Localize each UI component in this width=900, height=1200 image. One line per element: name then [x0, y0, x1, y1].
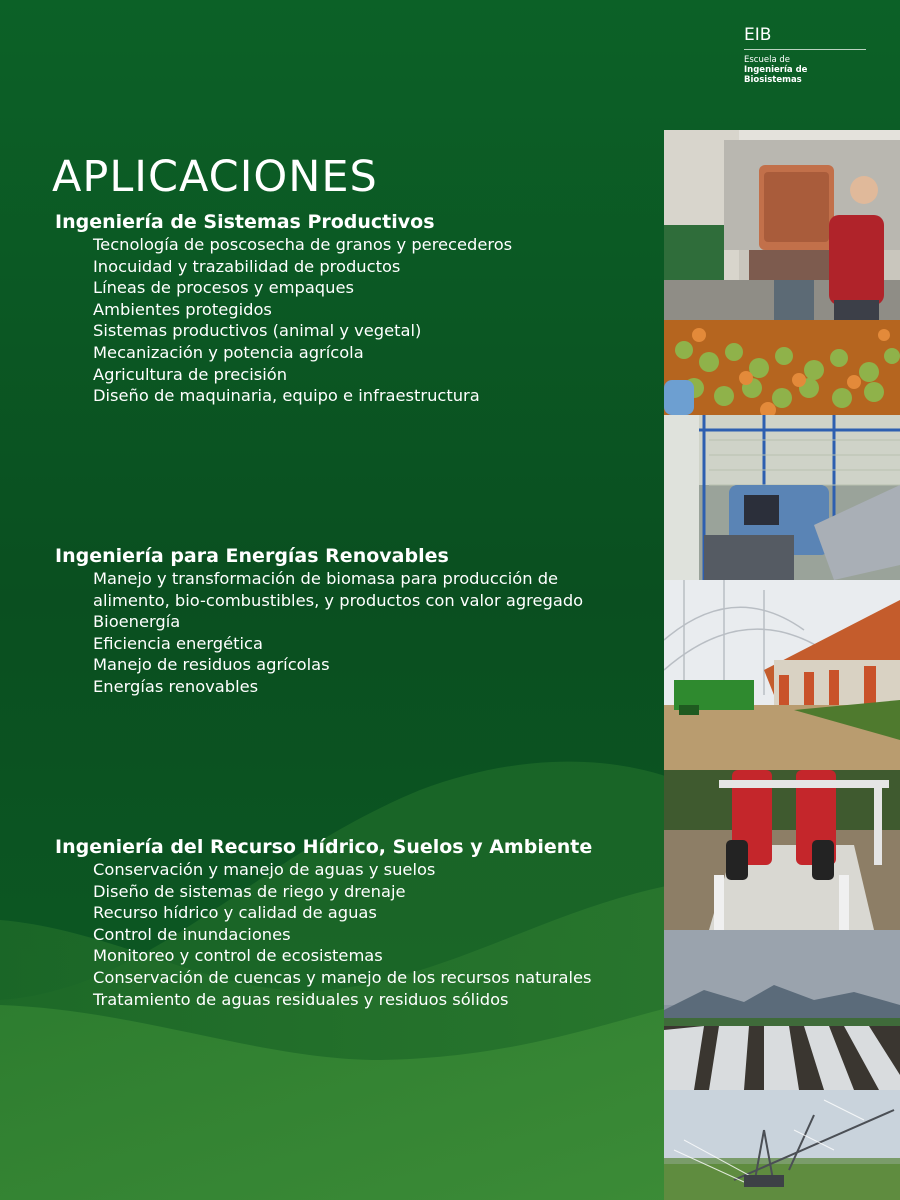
list-item: Conservación de cuencas y manejo de los recursos naturales [93, 967, 592, 987]
list-item: Sistemas productivos (animal y vegetal) [93, 321, 422, 341]
photo-machinery [664, 415, 900, 580]
list-item: Ambientes protegidos [93, 299, 272, 319]
list-item: Líneas de procesos y empaques [93, 278, 354, 298]
list-item: Diseño de sistemas de riego y drenaje [93, 881, 406, 901]
section-heading: Ingeniería del Recurso Hídrico, Suelos y Ambiente [55, 836, 593, 858]
list-item: Tratamiento de aguas residuales y residuos sólidos [93, 989, 509, 1009]
list-item: Eficiencia energética [93, 633, 263, 653]
list-item: Conservación y manejo de aguas y suelos [93, 860, 436, 879]
photo-greenhouse [664, 580, 900, 770]
logo-line-2: Ingeniería de Biosistemas [744, 65, 808, 85]
list-item: Manejo y transformación de biomasa para producción de [93, 569, 559, 588]
list-item: Control de inundaciones [93, 924, 291, 944]
list-item: Inocuidad y trazabilidad de productos [93, 256, 401, 276]
list-item: Agricultura de precisión [93, 364, 288, 384]
list-item: Mecanización y potencia agrícola [93, 342, 364, 362]
page-title: APLICACIONES [52, 152, 378, 202]
list-item: Energías renovables [93, 676, 259, 696]
list-item: Bioenergía [93, 612, 181, 632]
photo-tomato-processing [664, 130, 900, 415]
list-item: Recurso hídrico y calidad de aguas [93, 903, 377, 923]
section-heading: Ingeniería para Energías Renovables [55, 545, 449, 567]
logo-line-1: Escuela de [744, 55, 790, 65]
section-heading: Ingeniería de Sistemas Productivos [55, 211, 435, 233]
photo-mulch-field [664, 930, 900, 1090]
list-item: Diseño de maquinaria, equipo e infraestructura [93, 386, 480, 406]
section-list [55, 568, 655, 698]
section-energias-renovables [55, 544, 655, 698]
section-list [55, 859, 655, 1010]
list-item: Tecnología de poscosecha de granos y perecederos [93, 235, 513, 254]
list-item: alimento, bio-combustibles, y productos con valor agregado [93, 590, 584, 610]
logo-abbreviation: EIB [744, 25, 772, 45]
section-sistemas-productivos [55, 210, 655, 407]
section-list [55, 234, 655, 407]
list-item: Manejo de residuos agrícolas [93, 655, 330, 675]
section-recurso-hidrico [55, 835, 655, 1010]
school-logo [744, 26, 866, 85]
photo-column [664, 130, 900, 1200]
photo-pivot-sprinkler [664, 1090, 900, 1200]
logo-divider [744, 49, 866, 50]
photo-irrigation-filters [664, 770, 900, 930]
list-item: Monitoreo y control de ecosistemas [93, 946, 383, 966]
